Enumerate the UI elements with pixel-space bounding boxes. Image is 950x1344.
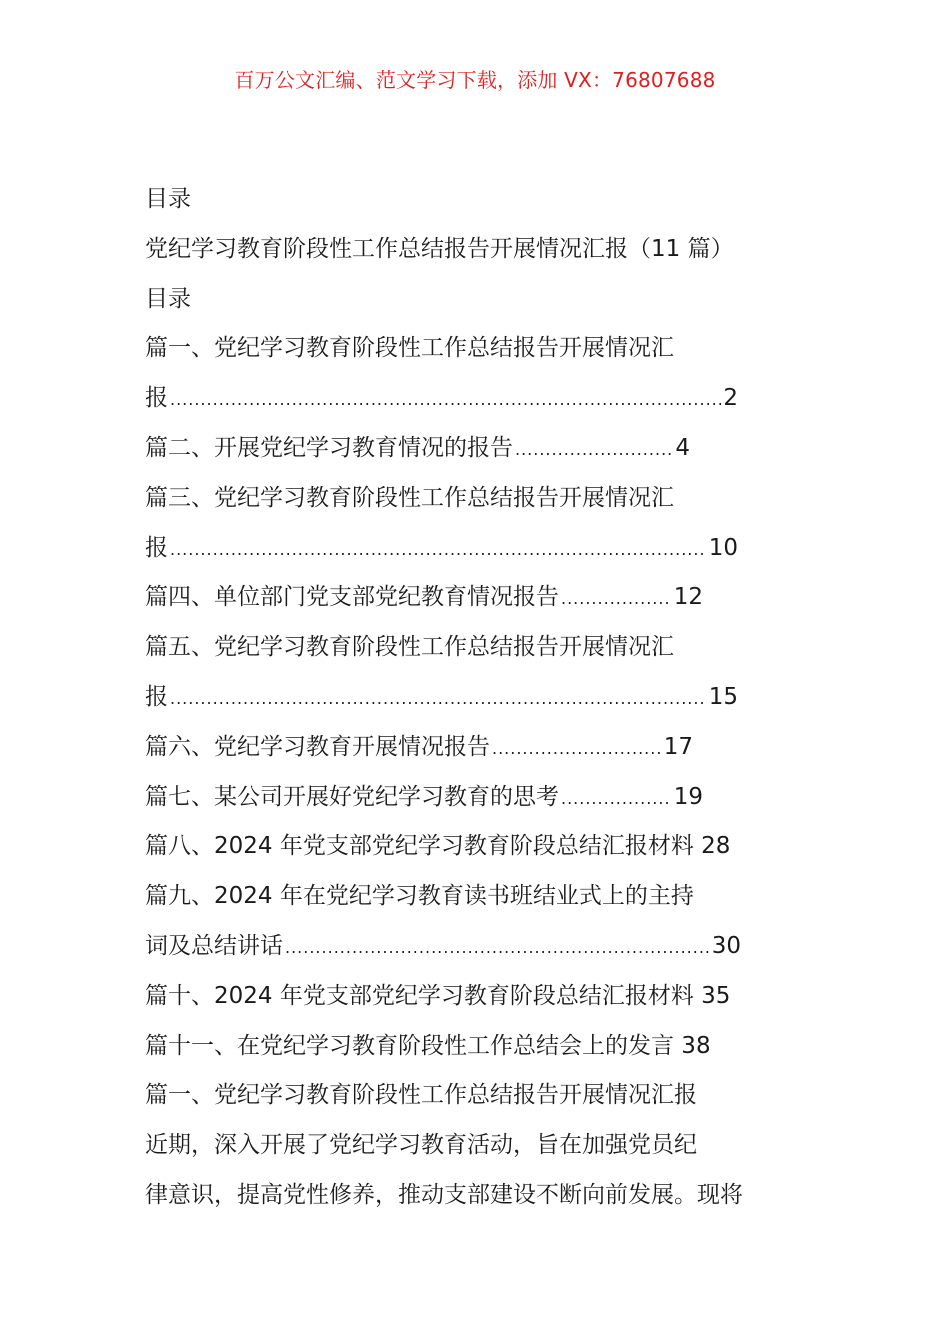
document-title: 党纪学习教育阶段性工作总结报告开展情况汇报（11 篇）	[145, 235, 734, 262]
toc-entry-3[interactable]	[145, 524, 738, 574]
toc-entry-1[interactable]	[145, 374, 738, 424]
toc-leader-dots	[170, 375, 721, 424]
body-paragraph-line: 律意识，提高党性修养，推动支部建设不断向前发展。现将	[145, 1181, 743, 1208]
toc-entry-text: 报	[145, 534, 168, 561]
toc-page-number: 4	[675, 434, 690, 461]
toc-entry-6[interactable]	[145, 723, 693, 773]
toc-page-number: 30	[711, 932, 741, 959]
toc-entry-3-line-1: 篇三、党纪学习教育阶段性工作总结报告开展情况汇	[145, 484, 674, 511]
toc-page-number: 19	[673, 783, 703, 810]
toc-page-number: 12	[673, 584, 703, 611]
toc-entry-8[interactable]: 篇八、2024 年党支部党纪学习教育阶段总结汇报材料 28	[145, 833, 731, 860]
section-heading: 篇一、党纪学习教育阶段性工作总结报告开展情况汇报	[145, 1082, 697, 1109]
toc-entry-7[interactable]	[145, 773, 703, 823]
toc-entry-4[interactable]	[145, 573, 703, 623]
toc-leader-dots	[561, 574, 672, 623]
toc-leader-dots	[561, 774, 672, 823]
toc-entry-5-line-1: 篇五、党纪学习教育阶段性工作总结报告开展情况汇	[145, 634, 674, 661]
toc-heading-repeat: 目录	[145, 285, 191, 312]
toc-entry-9-line-1: 篇九、2024 年在党纪学习教育读书班结业式上的主持	[145, 883, 694, 910]
toc-entry-text: 篇二、开展党纪学习教育情况的报告	[145, 434, 513, 461]
toc-entry-text: 篇六、党纪学习教育开展情况报告	[145, 733, 490, 760]
toc-leader-dots	[170, 674, 707, 723]
watermark-header: 百万公文汇编、范文学习下载，添加 VX：76807688	[234, 68, 716, 92]
toc-entry-text: 报	[145, 683, 168, 710]
toc-page-number: 2	[723, 385, 738, 412]
toc-page-number: 10	[708, 534, 738, 561]
toc-leader-dots	[515, 425, 673, 474]
toc-entry-9[interactable]	[145, 922, 741, 972]
toc-entry-10[interactable]: 篇十、2024 年党支部党纪学习教育阶段总结汇报材料 35	[145, 982, 731, 1009]
toc-heading: 目录	[145, 186, 191, 212]
toc-entry-1-line-1: 篇一、党纪学习教育阶段性工作总结报告开展情况汇	[145, 335, 674, 362]
toc-entry-11[interactable]: 篇十一、在党纪学习教育阶段性工作总结会上的发言 38	[145, 1032, 711, 1059]
document-body	[145, 175, 770, 1221]
toc-entry-text: 词及总结讲话	[145, 932, 283, 959]
toc-leader-dots	[285, 923, 710, 972]
toc-leader-dots	[492, 724, 662, 773]
toc-page-number: 17	[663, 733, 693, 760]
body-paragraph-line: 近期，深入开展了党纪学习教育活动，旨在加强党员纪	[145, 1132, 697, 1159]
toc-entry-text: 篇四、单位部门党支部党纪教育情况报告	[145, 584, 559, 611]
toc-entry-text: 篇七、某公司开展好党纪学习教育的思考	[145, 783, 559, 810]
toc-entry-5[interactable]	[145, 673, 738, 723]
toc-entry-2[interactable]	[145, 424, 690, 474]
toc-leader-dots	[170, 525, 707, 574]
toc-page-number: 15	[708, 683, 738, 710]
toc-entry-text: 报	[145, 385, 168, 412]
